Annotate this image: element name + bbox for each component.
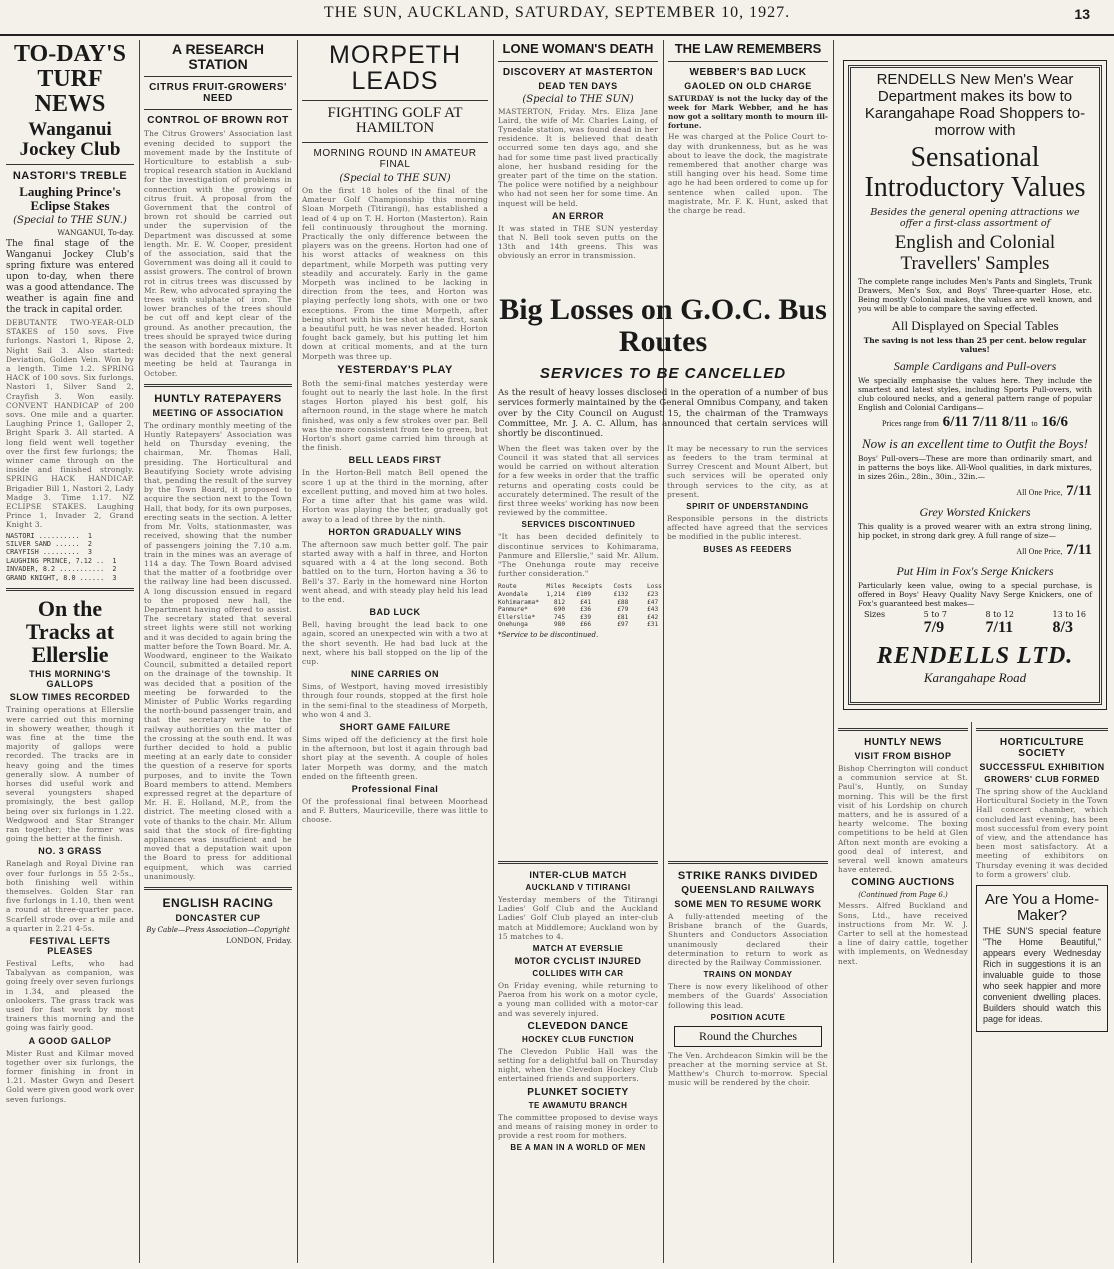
subhead-professional: Professional Final [351,783,439,794]
lone-woman-filler: MASTERTON, Friday. Mrs. Eliza Jane Laird, the wife of Mr. Charles Laing, of Tynedale station, was found dead in her residence. It is believed that death occurred some ten days ago, and she had for some time past lived practically alone, her husband residing for the greater part of the time on the station. The police were notified by a neighbour who had not seen her for some time. An inquest will be held. [498,106,658,208]
size-price: 8/3 [1052,619,1073,636]
ad-price: 6/11 [942,414,969,430]
short-filler: Sims wiped off the deficiency at the first hole in the afternoon, but lost it again through bad short play at the seventh. A couple of holes later Morpeth was dormy, and the match ended on the fifteenth green. [302,734,488,781]
subhead-huntly-news: HUNTLY NEWS [864,737,942,748]
huntly-news-filler: Bishop Cherrington will conduct a communion service at St. Paul's, Huntly, on Sunday morning. This will be the first visit of his Lordship on church matters, and he is assured of a hearty welcome. The boxing competitions to be held at Glen Afton next month are evoking a good deal of interest, and several well known amateurs have entered. [838,764,968,875]
ad-size-col [924,610,947,637]
nine-filler: Sims, of Westport, having moved irresistibly through four rounds, stopped at the first hole in the semi-final to the steadiness of Morpeth, who won 4 and 3. [302,682,488,719]
headline-lone-woman: LONE WOMAN'S DEATH [502,41,654,56]
subhead-masterton: DISCOVERY AT MASTERTON [502,66,654,78]
ad-grey-text: This quality is a proved wearer with an extra strong lining, hip pocket, in strong dark grey. A full range of size— [858,522,1092,540]
article-body: The final stage of the Wanganui Jockey Club's spring fixture was entered upon to-day, when there was a good attendance. The weather is again fine and the track in capital order. [6,238,134,315]
ad-displayed: All Displayed on Special Tables [891,318,1059,333]
subhead-visit-bishop: VISIT FROM BISHOP [854,751,952,761]
credit: (Special to THE SUN.) [13,214,127,226]
subhead-position-acute: POSITION ACUTE [710,1012,786,1022]
column-huntly-news [838,722,968,1263]
headline-turf-news: TO-DAY'S TURF NEWS [13,41,127,118]
bus-columns [498,442,828,581]
yesterday-filler: Both the semi-final matches yesterday were fought out to nearly the last hole. In the first stages Horton played his best golf, his afternoon round, in the stage where he match finished, was only a few strokes over par. Bell was the more consistent from tee to green, but Horton's short game carried him through at the finish. [302,378,488,453]
column-horticulture [976,722,1108,1263]
ad-cardigans-text: We specially emphasise the values here. They include the smartest and latest styles, including Sports Pull-overs, with club coloured necks, and a general pattern range of popular English and Colonial Cardigans— [858,376,1092,412]
column-rule [833,40,834,1263]
page-number: 13 [1074,6,1090,22]
ad-cardigans: Sample Cardigans and Pull-overs [893,359,1057,373]
ad-size-col [1053,610,1086,637]
headline-law-remembers: THE LAW REMEMBERS [674,41,822,56]
size-range: 8 to 12 [985,610,1014,619]
subhead-growers-club: GROWERS' CLUB FORMED [984,775,1100,784]
law-intro: SATURDAY is not the lucky day of the week for Mark Webber, and he has now got a solitary month to mourn ill-fortune. [668,93,828,131]
bus-lead: As the result of heavy losses disclosed in the operation of a number of bus services formerly maintained by the General Omnibus Company, and taken over by the City Council on August 15, the chairman of the Tramways Committee, Mr. J. A. C. Allum, has announced that certain services will shortly be discontinued. [498,387,828,440]
london-dateline: LONDON, Friday. [226,936,292,946]
size-range: 13 to 16 [1052,610,1086,619]
ad-price-range-label: Prices range from [881,419,939,428]
subhead-motor-cyclist: MOTOR CYCLIST INJURED [514,956,642,967]
masthead-title: THE SUN, AUCKLAND, SATURDAY, SEPTEMBER 10, 1927. [323,4,791,21]
interclub-filler: Yesterday members of the Titirangi Ladies' Golf Club and the Auckland Ladies' Golf Club played an inter-club match at Middlemore; Auckland won by 15 matches to 4. [498,895,658,941]
ad-sizes [864,610,1086,637]
subhead-eversleigh: MATCH AT EVERSLIE [532,944,624,954]
ad-sample-text: The complete range includes Men's Pants and Singlets, Trunk Drawers, Men's Sox, and Boys' Three-quarter Hose, etc. Being mostly Colonial makes, the values are well known, and you will be able to compare the saving effected. [858,277,1092,313]
research-filler: The Citrus Growers' Association last evening decided to support the movement made by the Institute of Horticulture to establish a sub-tropical research station in Auckland for the investigation of problems in connection with the growing of citrus fruit. A proposal from the Government that the control of brown rot should be carried out under the supervision of the Department was discussed at some length. Mr. E. W. Cooper, president of the association, said that the Government was doing all it could to assist growers. The control of brown rot in citrus trees was discussed by Mr. Rew, who advocated spraying the trees with sulphate of iron. The lower branches of the trees should be cut off and kept clear of the ground. As another precaution, the trees should be sprayed twice during the season with bordeaux mixture. It was decided that the next general meeting be held at Tauranga in October. [144,129,292,378]
ad-price-range: Prices range from 6/11 7/11 8/11 to 16/6 [881,414,1069,430]
plunket-filler: The committee proposed to devise ways and means of raising money in order to provide a rest room for mothers. [498,1112,658,1141]
column-rule [297,40,298,1263]
rendells-advertisement [843,60,1107,710]
column-rule [971,722,972,1263]
subhead-plunket: PLUNKET SOCIETY [527,1086,629,1098]
subhead-trains-monday: TRAINS ON MONDAY [703,970,793,980]
subhead-eclipse: Laughing Prince's Eclipse Stakes [19,184,121,214]
subhead-services-cancelled: SERVICES TO BE CANCELLED [539,365,787,382]
home-maker-title: Are You a Home-Maker? [984,891,1100,924]
subhead-error: AN ERROR [551,210,604,221]
column-lower-right [668,855,828,1263]
subhead-world-of-men: BE A MAN IN A WORLD OF MEN [510,1143,646,1153]
ad-fox-text: Particularly keen value, owing to a special purchase, is offered in Boys' Heavy Quality Navy Serge Knickers, one of Fox's guaranteed best makes— [858,581,1092,608]
size-range: 5 to 7 [923,610,947,619]
ad-fox-serge: Put Him in Fox's Serge Knickers [896,564,1054,578]
ad-sensational: Sensational Introductory Values [864,142,1086,203]
ad-english-colonial: English and Colonial Travellers' Samples [894,232,1056,274]
bus-filler-left2: "It has been decided definitely to discontinue services to Kohimarama, Panmure and Ellerslie," said Mr. Allum. "The Onehunga route may receive further consideration." [498,532,659,579]
column-lower-left [498,855,658,1263]
column-golf [302,40,488,1263]
golf-credit: (Special to THE SUN) [339,173,451,184]
bus-filler-right2: Responsible persons in the districts affected have agreed that the services be modified in the public interest. [667,514,828,542]
size-price: 7/11 [985,619,1014,636]
ad-besides: Besides the general opening attractions we offer a first-class assortment of [870,207,1080,229]
subhead-bell-leads: BELL LEADS FIRST [348,455,442,466]
professional-filler: Of the professional final between Moorhead and F. Butters, Mauriceville, there was little to choose. [302,796,488,825]
subhead-dead-ten-days: DEAD TEN DAYS [538,80,618,91]
churches-box: Round the Churches [674,1026,822,1047]
subhead-successful: SUCCESSFUL EXHIBITION [979,762,1105,772]
size-price: 7/9 [923,619,945,636]
column-turf [6,40,134,1263]
column-rule [139,40,140,1263]
subhead-queensland: QUEENSLAND RAILWAYS [681,885,815,896]
ad-grey-price-line [858,542,1092,559]
subhead-coming-auctions: COMING AUCTIONS [851,877,955,889]
subhead-meeting: MEETING OF ASSOCIATION [152,407,284,418]
subhead-brown-rot: CONTROL OF BROWN ROT [147,115,289,127]
ad-price: 16/6 [1041,414,1069,430]
subhead-hockey: HOCKEY CLUB FUNCTION [521,1034,635,1044]
headline-morpeth: MORPETH LEADS [329,41,461,96]
club-name: Wanganui Jockey Club [19,118,121,160]
law-filler: He was charged at the Police Court to-day with drunkenness, but as he was about to leave the dock, the magistrate remembered that another charge was still hanging over his head. Some time ago he had been ordered to come up for sentence when called upon. The magistrate, Mr. F. K. Hunt, asked that the charge be read. [668,132,828,216]
ad-price: 8/11 [1001,414,1028,430]
bus-table: Route Miles Receipts Costs Loss Avondale 1,214 £109 £132 £23 Kohimarama* 812 £41 £88 £47 Panmure* 690 £36 £79 £43 Ellerslie* 745 £39 £81 £42 Onehunga 980 £66 £97 £31 [498,583,662,629]
bus-filler-left: When the fleet was taken over by the Council it was stated that all services would be carried on without alteration for a few weeks in order that the traffic returns and operating costs could be accurately determined. The result of the first three weeks' working has now been reviewed by the committee. [498,443,659,518]
subhead-doncaster: DONCASTER CUP [175,913,261,924]
headline-tracks: On the Tracks at Ellerslie [25,596,115,668]
error-filler: It was stated in THE SUN yesterday that N. Bell took seven putts on the 13th and 14th greens. This was obviously an error in transmission. [498,223,658,261]
ad-grey-worsted: Grey Worsted Knickers [919,505,1031,519]
subhead-gallops: THIS MORNING'S GALLOPS [29,669,111,690]
subhead-huntly-ratepayers: HUNTLY RATEPAYERS [154,392,282,405]
no3-filler: Ranelagh and Royal Divine ran over four furlongs in 55 2-5s., both finishing well within themselves. Golden Star ran five furlongs in 1.10, then went a round at three-quarter pace. Scarfell strode over a mile and a quarter in 2.21 4-5s. [6,859,134,933]
ad-company: RENDELLS LTD. [876,643,1074,669]
subhead-bad-luck: BAD LUCK [369,607,421,618]
subhead-slow-times: SLOW TIMES RECORDED [9,692,131,703]
subhead-yesterdays-play: YESTERDAY'S PLAY [337,363,453,376]
subhead-services-discontinued: SERVICES DISCONTINUED [521,520,636,530]
subhead-spirit: SPIRIT OF UNDERSTANDING [686,502,809,511]
column-research [144,40,292,1263]
ad-saving: The saving is not less than 25 per cent. below regular values! [863,336,1087,354]
ad-grey-price: 7/11 [1066,542,1092,558]
subhead-interclub: INTER-CLUB MATCH [529,870,627,880]
subhead-horton-wins: HORTON GRADUALLY WINS [328,526,462,537]
auctions-filler: Messrs. Alfred Buckland and Sons, Ltd., have received instructions from Mr. W. J. Carter to sell at the homestead a line of dairy cattle, together with implements, on Wednesday next. [838,901,968,966]
subhead-treble: NASTORI'S TREBLE [12,170,128,183]
horton-filler: The afternoon saw much better golf. The pair started away with a half in three, and Horton squared with a 4 at the long second. Both battled on to the turn, Horton having a 36 to Bell's 37. Early in the homeward nine Horton went ahead, and with steady play held his lead to the end. [302,539,488,604]
subhead-morning-round: MORNING ROUND IN AMATEUR FINAL [313,148,477,170]
festival-filler: Festival Lefts, who had Tabalyvan as companion, was going freely over seven furlongs in 1.34, and pleased the onlookers. The grass track was used for fast work by most trainers this morning and the going was fairly good. [6,958,134,1033]
ad-now: Now is an excellent time to Outfit the Boys! [861,436,1088,451]
subhead-auckland-titirangi: AUCKLAND V TITIRANGI [525,883,631,892]
tracks-filler: Training operations at Ellerslie were carried out this morning in showery weather, though it was fine at the time the majority of gallops were recorded. The tracks are in heavy going and the times generally slow. A number of horses did useful work and several youngsters shaped promisingly, the best gallop being over six furlongs in 1.22. Wedgwood and Star Stranger ran together; the former was going the better at the finish. [6,705,134,844]
race-results-filler: DEBUTANTE TWO-YEAR-OLD STAKES of 150 sovs. Five furlongs. Nastori 1, Ripose 2, Night Sail 3. Also started: Deviation, Golden Vein. Won by a length. Time 1.2. SPRING HACK of 100 sovs. Six furlongs. Nastori 1, Silver Sand 2, Crayfish 3. Won easily. CONVENT HANDICAP of 200 sovs. One mile and a quarter. Laughing Prince 1, Galloper 2, Bright Spark 3. All started. A long field went well together over the first few furlongs; the winner came through on the inside and finished strongly. SPRING HACK HANDICAP. Brigadier Bill 1, Nastori 2, Lady Madge 3. Time 1.17. NZ ECLIPSE STAKES. Laughing Prince 1, Invader 2, Grand Knight 3. [6,317,134,530]
home-maker-box [976,885,1108,1032]
subhead-te-awamutu: TE AWAMUTU BRANCH [528,1100,628,1110]
subhead-feeders: BUSES AS FEEDERS [703,544,792,554]
clevedon-filler: The Clevedon Public Hall was the setting for a delightful ball on Thursday night, when the Clevedon Hockey Club entertained friends and supporters. [498,1046,658,1084]
trains-filler: There is now every likelihood of other members of the Guards' Association following this lead. [668,982,828,1010]
ad-price: 7/11 [972,414,999,430]
ad-address: Karangahape Road [923,670,1027,685]
subhead-strike-ranks: STRIKE RANKS DIVIDED [677,870,819,882]
ad-all-one-price-2: All One Price, [1016,547,1063,556]
subhead-good-gallop: A GOOD GALLOP [28,1035,112,1046]
bus-article [498,292,828,849]
subhead-collides: COLLIDES WITH CAR [532,969,624,979]
bad-luck-filler: Bell, having brought the lead back to one again, scored an unexpected win with a two at the short seventh. He had bad luck at the next, where his ball stopped on the lip of the cup. [302,620,488,666]
ad-brand-line: RENDELLS New Men's Wear Department makes its bow to Karangahape Road Shoppers to-morrow with [864,71,1086,139]
ad-boys-price: 7/11 [1066,483,1092,499]
subhead-short-game: SHORT GAME FAILURE [339,721,451,732]
subhead-gaoled: GAOLED ON OLD CHARGE [684,80,812,91]
headline-research-station: A RESEARCH STATION [171,41,265,72]
subhead-fighting-golf: FIGHTING GOLF AT HAMILTON [327,104,463,137]
ad-sizes-label: Sizes [864,610,886,619]
masthead [0,0,1114,36]
ad-all-one-price: All One Price, [1016,488,1063,497]
subhead-resume-work: SOME MEN TO RESUME WORK [674,899,822,909]
golf-intro: On the first 18 holes of the final of the Amateur Golf Championship this morning Sloan Morpeth (Titirangi), has established a lead of 4 up on T. H. Horton (Masterton). Rain fell continuously throughout the morning. Practically the only difference between the players was on the greens. Horton had one of his worst attacks of weakness on this department, while Morpeth was putting very steadily and accurately. Early in the game Morpeth was inclined to be lacking in direction from the tees, and Horton was playing perfectly long shots, with one or two exceptions. From the time Morpeth, after being short with his tee shot at the first, sank a beautiful putt, he was never headed. Horton fought back gamely, but his putting let him down at critical moments, and at the turn Morpeth was three up. [302,186,488,361]
strike-filler: A fully-attended meeting of the Brisbane branch of the Guards, Shunters and Conductors Association unanimously declared their determination to return to work as directed by the Railway Commissioner. [668,912,828,968]
subhead-english-racing: ENGLISH RACING [162,896,274,911]
results-table: NASTORI .......... 1 SILVER SAND ...... 2 CRAYFISH ......... 3 LAUGHING PRINCE, 7.12 .. 1 INVADER, 8.2 ........... 2 GRAND KNIGHT, 8.0 ...... 3 [6,531,117,582]
churches-filler: The Ven. Archdeacon Simkin will be the preacher at the morning service at St. Matthew's Church to-morrow. Special music will be rendered by the choir. [668,1050,828,1088]
hort-filler: The spring show of the Auckland Horticultural Society in the Town Hall concert chamber, which concluded last evening, has been most successful from every point of view, and the attendance has been most satisfactory. At a meeting of exhibitors on Thursday evening it was decided to form a growers' club. [976,787,1108,879]
subhead-webber: WEBBER'S BAD LUCK [689,66,807,78]
coming-continued: (Continued from Page 6.) [858,891,948,900]
headline-bus-losses: Big Losses on G.O.C. Bus Routes [499,293,827,358]
ad-boys-price-line [858,483,1092,500]
cable-credit: By Cable—Press Association—Copyright [146,926,290,935]
home-maker-text: THE SUN'S special feature "The Home Beautiful," appears every Wednesday Rich in suggestions it is an invaluable guide to those who seek happier and more convenient dwelling places. Builders should watch this page for ideas. [983,925,1101,1024]
bus-note: *Service to be discontinued. [498,630,599,639]
huntly-filler: The ordinary monthly meeting of the Huntly Ratepayers' Association was held on Thursday evening, the chairman, Mr. Thomas Hall, presiding. The Horticultural and Beautifying Society wrote advising that, pending the result of the survey by the Town Board, it proposed to acquire the section next to the Town Hall, that body, for its own purposes, erecting seats in the section. A letter from Mr. Volts, stationmaster, was received, showing that the number of passengers joining the 7.10 a.m. train in the mines was an average of 114 a day. The Town Board advised that the matter of a footbridge over the railway line had been discussed. A long discussion ensued in regard to the proposed new hall, the Department having offered to assist. The secretary stated that several street lights were still not working and it was decided to again bring the matter before the Town Board. Mr. A. Woodward, engineer to the Waikato Council, submitted a detailed report on the drainage of the township. It was decided that a position of the meeting be forwarded to the Minister of Public Works regarding the north-bound passenger train, and that the secretary write to the railway authorities on the matter of the crossing at the south end. It was further decided to hold a public meeting at an early date to consider the question of a reserve for sports purposes, and to invite the Town Board members to attend. Members expressed regret at the departure of Mr. H. E. Holland, M.P., from the district. The meeting closed with a vote of thanks to the chair. Mr. Allum said that the stock of fire-fighting appliances was insufficient and he moved that a deputation wait upon the Board to press for additional equipment, which was carried unanimously. [144,420,292,881]
bus-filler-right: It may be necessary to run the services as feeders to the tram terminal at Surrey Crescent and Mount Albert, but such services will be operated only through services to the city, as at present. [667,443,828,499]
ad-boys-text: Boys' Pull-overs—These are more than ordinarily smart, and in patterns the boys like. All-Wool qualities, in dark mixtures, in sizes 26in., 28in., 30in., 32in.— [858,454,1092,481]
subhead-no3: NO. 3 GRASS [38,846,102,857]
subhead-horticulture: HORTICULTURE SOCIETY [999,737,1085,759]
subhead-festival: FESTIVAL LEFTS PLEASES [29,935,111,956]
subhead-nine-carries: NINE CARRIES ON [350,669,439,680]
masterton-credit: (Special to THE SUN) [522,93,634,105]
subhead-clevedon-dance: CLEVEDON DANCE [527,1020,629,1032]
dateline: WANGANUI, To-day. [57,227,134,237]
good-gallop-filler: Mister Rust and Kilmar moved together over six furlongs, the former finishing in front in 1.21. Master Gwyn and Desert Gold were given good work over seven furlongs. [6,1048,134,1104]
motor-filler: On Friday evening, while returning to Paeroa from his work on a motor cycle, a young man collided with a motor-car and was severely injured. [498,981,658,1018]
ad-size-col [986,610,1014,637]
subhead-citrus: CITRUS FRUIT-GROWERS' NEED [149,82,287,105]
bell-filler: In the Horton-Bell match Bell opened the score 1 up at the third in the morning, after excellent putting, and moved him at two holes. For a time after that his game was wild. Horton was playing the better, gradually got away to a lead of three by the ninth. [302,468,488,524]
column-rule [493,40,494,1263]
